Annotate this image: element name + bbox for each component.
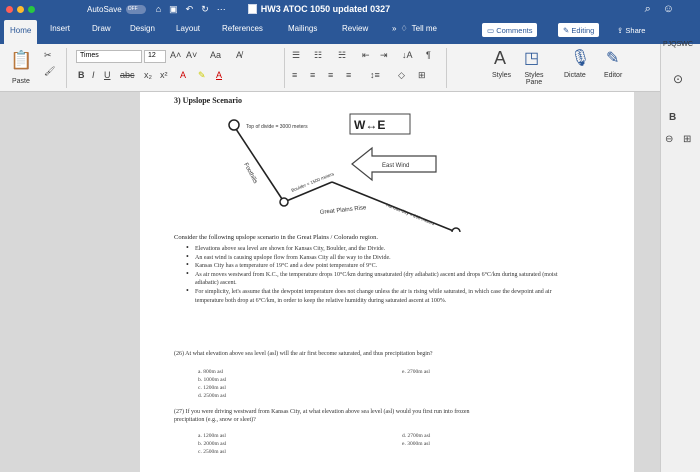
divide-label: Top of divide = 3000 meters [246, 124, 308, 130]
decrease-indent-icon[interactable]: ⇤ [362, 50, 370, 60]
list-item: • An east wind is causing upslope flow from Kansas City all the way to the Divide. [186, 254, 566, 263]
paste-label[interactable]: Paste [12, 78, 30, 85]
history-icon[interactable]: ⊙ [673, 72, 684, 86]
tab-draw[interactable]: Draw [92, 24, 111, 33]
editing-label: Editing [571, 26, 595, 35]
editing-button[interactable] [558, 23, 599, 37]
home-icon[interactable]: ⌂ [155, 3, 162, 14]
list-item: • Elevations above sea level are shown for Kansas City, Boulder, and the Divide. [186, 245, 566, 254]
italic-icon[interactable]: I [92, 70, 95, 80]
bold-icon[interactable]: B [78, 70, 85, 80]
plains-label: Great Plains Rise [319, 205, 367, 216]
ribbon-divider [446, 48, 447, 88]
tab-insert[interactable]: Insert [50, 24, 71, 33]
increase-indent-icon[interactable]: ⇥ [380, 50, 388, 60]
subscript-icon[interactable]: x₂ [144, 70, 152, 80]
superscript-icon[interactable]: x² [160, 70, 168, 80]
answer-option: d. 2500m asl [198, 393, 227, 399]
answer-option: e. 2700m asl [402, 369, 430, 375]
more-tabs-icon[interactable]: » [392, 24, 397, 33]
borders-icon[interactable]: ⊞ [418, 70, 426, 80]
styles-pane-icon[interactable]: ◳ [524, 50, 540, 67]
tab-mailings[interactable]: Mailings [288, 24, 318, 33]
list-item: • For simplicity, let's assume that the dewpoint temperature does not change unless the air is rising while saturated, in which case the dewpoint and air temperature both drop at 6°C/km, in order to keep the relative humidity during saturated ascent at 100%. [186, 288, 566, 305]
align-center-icon[interactable]: ≡ [310, 70, 316, 80]
upslope-diagram [174, 104, 474, 232]
minimize-window-button[interactable] [17, 6, 24, 13]
question-27-options [198, 432, 226, 456]
question-27-options-right [402, 432, 430, 448]
kansas-city-marker [452, 228, 460, 232]
title-bar [0, 0, 700, 18]
tab-layout[interactable]: Layout [176, 24, 201, 33]
text-effects-icon[interactable]: A [180, 70, 187, 80]
answer-option: b. 1000m asl [198, 377, 227, 383]
answer-option: c. 2500m asl [198, 449, 226, 455]
window-controls [6, 6, 35, 13]
bullet-list [186, 245, 566, 305]
tell-me-input[interactable]: Tell me [411, 24, 437, 33]
list-item: • Kansas City has a temperature of 19°C and a dew point temperature of 9°C. [186, 262, 566, 271]
answer-option: a. 1200m asl [198, 433, 226, 439]
ribbon-tabs [0, 18, 700, 44]
bing-icon[interactable]: B [669, 112, 677, 123]
autosave-toggle[interactable]: OFF [126, 5, 146, 14]
change-case-icon[interactable]: Aa [210, 50, 222, 60]
align-left-icon[interactable]: ≡ [292, 70, 298, 80]
share-icon: ⇪ [617, 26, 624, 35]
comments-label: Comments [496, 26, 533, 35]
document-icon [248, 4, 257, 14]
side-panel-label: PJQSWC [663, 41, 693, 48]
bullets-icon[interactable]: ☰ [292, 50, 301, 60]
shading-icon[interactable]: ◇ [398, 70, 405, 80]
styles-icon[interactable]: A [494, 48, 507, 68]
highlight-icon[interactable]: ✎ [198, 70, 206, 80]
ribbon-divider [66, 48, 67, 88]
format-painter-icon[interactable]: 🖌 [44, 66, 56, 76]
more-icon[interactable]: ⋯ [216, 3, 226, 14]
account-icon[interactable]: ☺ [662, 3, 674, 15]
strikethrough-icon[interactable]: abc [120, 70, 135, 80]
font-color-icon[interactable]: A [216, 70, 223, 80]
answer-option: c. 1200m asl [198, 385, 226, 391]
undo-icon[interactable]: ↶ [185, 3, 194, 14]
document-page[interactable] [140, 92, 634, 472]
section-heading: 3) Upslope Scenario [174, 96, 242, 105]
table-icon[interactable]: ⊞ [683, 134, 692, 145]
tab-home[interactable]: Home [4, 20, 37, 44]
side-panel [660, 41, 700, 472]
link-icon[interactable]: ⊖ [665, 134, 674, 145]
cut-icon[interactable]: ✂ [44, 50, 52, 60]
lightbulb-icon: ♢ [400, 24, 408, 33]
question-26: (26) At what elevation above sea level (asl) will the air first become saturated, and thus precipitation begin? [174, 351, 433, 357]
boulder-marker [280, 198, 288, 206]
paste-icon[interactable]: 📋 [10, 50, 33, 70]
direction-label: W↔E [354, 118, 386, 132]
close-window-button[interactable] [6, 6, 13, 13]
save-icon[interactable]: ▣ [169, 3, 178, 14]
shrink-font-icon[interactable]: A˅ [186, 50, 198, 60]
styles-pane-label[interactable]: Styles Pane [524, 72, 544, 86]
multilevel-list-icon[interactable]: ☵ [338, 50, 347, 60]
tab-design[interactable]: Design [130, 24, 155, 33]
divide-marker [229, 120, 239, 130]
styles-label[interactable]: Styles [492, 72, 512, 79]
tab-review[interactable]: Review [342, 24, 369, 33]
foothills-label: Foothills [242, 162, 259, 185]
document-title: HW3 ATOC 1050 updated 0327 [260, 4, 391, 14]
sort-icon[interactable]: ↓A [402, 50, 413, 60]
kansas-city-label: Kansas City = 200 meters [385, 202, 436, 227]
pencil-icon: ✎ [563, 26, 570, 35]
boulder-label: Boulder = 1500 meters [290, 171, 335, 193]
question-26-options [198, 368, 226, 400]
font-name-select[interactable]: Times [76, 50, 142, 63]
answer-option: e. 3000m asl [402, 441, 430, 447]
clear-format-icon[interactable]: A̸ [236, 50, 243, 60]
editor-label[interactable]: Editor [604, 72, 623, 79]
autosave-label: AutoSave [87, 4, 122, 14]
answer-option: d. 2700m asl [402, 433, 431, 439]
grow-font-icon[interactable]: A˄ [170, 50, 182, 60]
editor-icon[interactable]: ✎ [606, 50, 620, 67]
numbering-icon[interactable]: ☷ [314, 50, 323, 60]
divide-slope-line [234, 126, 284, 202]
justify-icon[interactable]: ≡ [346, 70, 352, 80]
share-button[interactable] [612, 23, 650, 37]
redo-icon[interactable]: ↻ [201, 3, 209, 14]
dictate-label[interactable]: Dictate [564, 72, 586, 79]
tab-references[interactable]: References [222, 24, 263, 33]
list-item: • As air moves westward from K.C., the temperature drops 10°C/km during unsaturated (dry adiabatic) ascent and drops 6°C/km during saturated (moist adiabatic) ascent. [186, 271, 566, 288]
maximize-window-button[interactable] [28, 6, 35, 13]
ribbon-divider [284, 48, 285, 88]
ribbon [0, 44, 700, 92]
microphone-icon[interactable]: 🎙 [570, 50, 591, 67]
intro-paragraph: Consider the following upslope scenario in the Great Plains / Colorado region. [174, 234, 378, 241]
font-size-select[interactable]: 12 [144, 50, 166, 63]
line-spacing-icon[interactable]: ↕≡ [370, 70, 380, 80]
comment-icon: ▭ [487, 26, 495, 35]
answer-option: a. 800m asl [198, 369, 224, 375]
comments-button[interactable] [482, 23, 537, 37]
pilcrow-icon[interactable]: ¶ [426, 50, 431, 60]
align-right-icon[interactable]: ≡ [328, 70, 334, 80]
search-icon[interactable]: ⌕ [644, 3, 651, 15]
answer-option: b. 2000m asl [198, 441, 227, 447]
underline-icon[interactable]: U [104, 70, 111, 80]
east-wind-label: East Wind [382, 163, 410, 169]
share-label: Share [625, 26, 646, 35]
question-27: (27) If you were driving westward from Kansas City, at what elevation above sea level (asl) would you first run into frozen precipitation (e.g., snow or sleet)? [174, 409, 470, 423]
